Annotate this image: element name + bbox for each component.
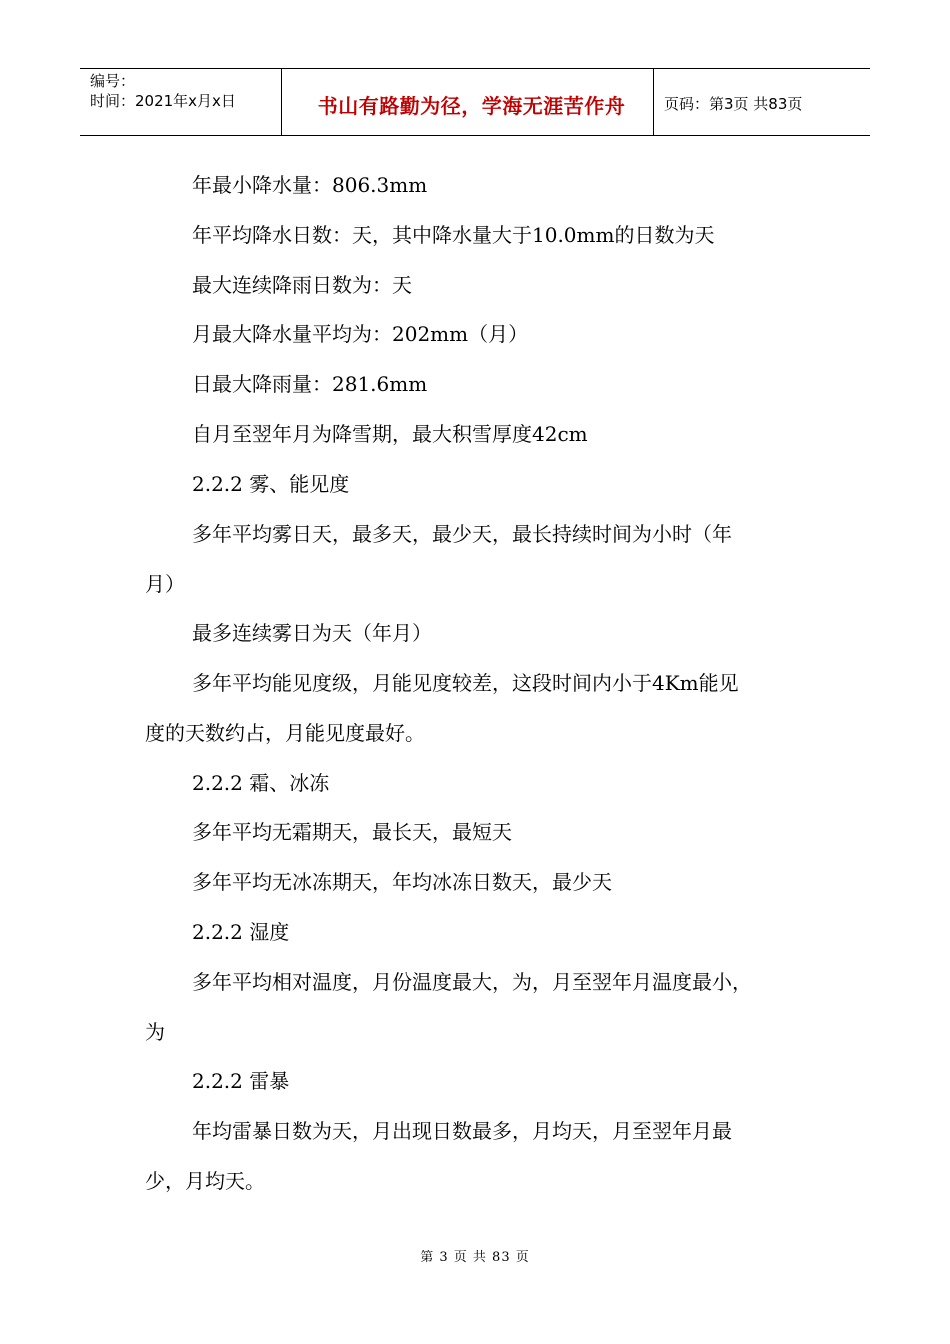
paragraph-line: 多年平均能见度级，月能见度较差，这段时间内小于4Km能见: [192, 671, 739, 695]
paragraph-line: 月）: [145, 572, 185, 596]
date-label: 时间：2021年x月x日: [90, 92, 236, 110]
paragraph-line: 少，月均天。: [145, 1169, 265, 1193]
header-page-cell: [654, 69, 870, 135]
page-footer: 第 3 页 共 83 页: [420, 1250, 530, 1265]
header-motto-cell: [282, 69, 654, 135]
paragraph-line: 日最大降雨量：281.6mm: [192, 372, 428, 396]
paragraph-line: 多年平均雾日天，最多天，最少天，最长持续时间为小时（年: [192, 522, 732, 546]
paragraph-line: 为: [145, 1020, 165, 1044]
paragraph-line: 最大连续降雨日数为：天: [192, 273, 412, 297]
section-heading: 2.2.2 雾、能见度: [192, 472, 350, 496]
page-number-label: 页码：第3页 共83页: [664, 94, 803, 113]
header-meta-cell: [80, 69, 282, 135]
paragraph-line: 自月至翌年月为降雪期，最大积雪厚度42cm: [192, 422, 588, 446]
page-header: [80, 68, 870, 136]
section-heading: 2.2.2 湿度: [192, 920, 290, 944]
paragraph-line: 最多连续雾日为天（年月）: [192, 621, 432, 645]
motto-text: 书山有路勤为径，学海无涯苦作舟: [317, 93, 626, 118]
paragraph-line: 多年平均无冰冻期天，年均冰冻日数天，最少天: [192, 870, 612, 894]
paragraph-line: 年最小降水量：806.3mm: [192, 173, 428, 197]
serial-label: 编号：: [90, 72, 136, 90]
section-heading: 2.2.2 雷暴: [192, 1069, 290, 1093]
section-heading: 2.2.2 霜、冰冻: [192, 771, 330, 795]
paragraph-line: 多年平均无霜期天，最长天，最短天: [192, 820, 512, 844]
paragraph-line: 年均雷暴日数为天，月出现日数最多，月均天，月至翌年月最: [192, 1119, 732, 1143]
paragraph-line: 度的天数约占，月能见度最好。: [145, 721, 425, 745]
paragraph-line: 月最大降水量平均为：202mm（月）: [192, 322, 529, 346]
paragraph-line: 多年平均相对温度，月份温度最大，为，月至翌年月温度最小，: [192, 970, 752, 994]
paragraph-line: 年平均降水日数：天，其中降水量大于10.0mm的日数为天: [192, 223, 715, 247]
